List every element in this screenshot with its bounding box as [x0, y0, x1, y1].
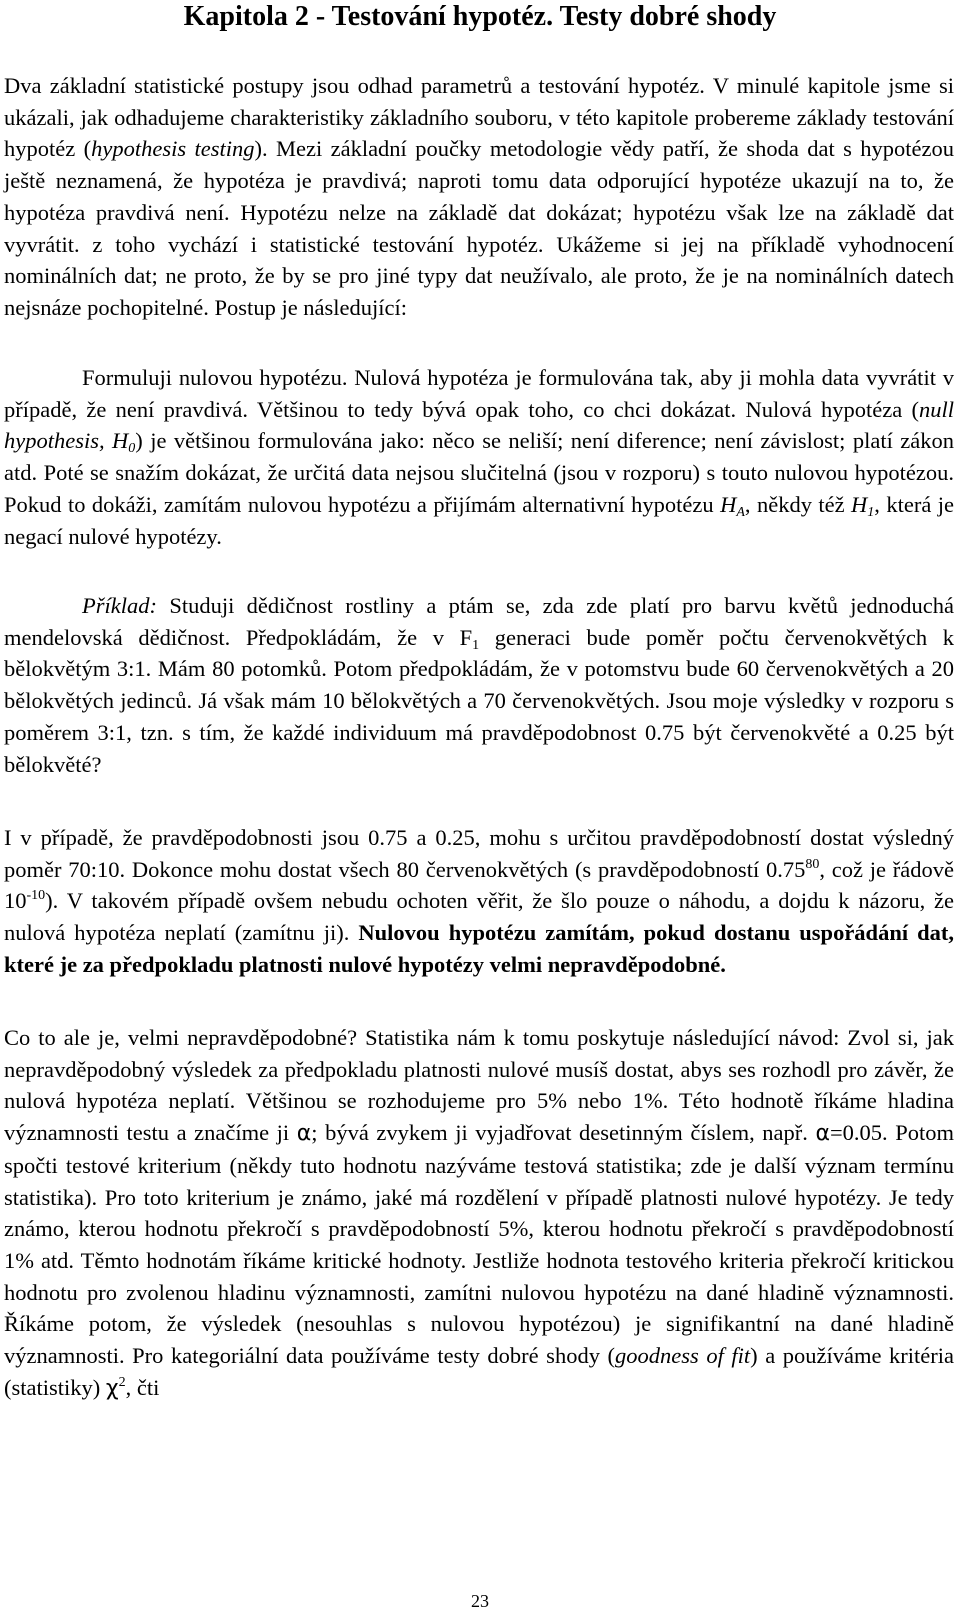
sig-text-3: =0.05. Potom spočti testové kriterium (někdy tuto hodnotu nazýváme testová statistika; zde je další význam termínu statistika). Pro toto kriterium je známo, jaké má rozdělení v případě platnosti nulové hypotézy. Je tedy známo, kterou hodnotu překročí s pravděpodobností 5%, kterou hodnotu překročí s pravděpodobností 1% atd. Těmto hodnotám říkáme kritické hodnoty. Jestliže hodnota testového kriteria překročí kritickou hodnotu pro zvolenou hladinu významnosti, zamítni nulovou hypotézu na dané hladině významnosti. Říkáme potom, že výsledek (nesouhlas s nulovou hypotézou) je signifikantní na dané hladině významnosti. Pro kategoriální data používáme testy dobré shody (	[4, 1120, 954, 1369]
intro-term-hypothesis-testing: hypothesis testing	[91, 136, 255, 162]
ha-symbol	[720, 491, 745, 520]
example-text-1: Studuji dědičnost rostliny a ptám se, zda zde platí pro barvu květů jednoduchá mendelovská dědičnost. Předpokládám, že v F	[4, 593, 954, 650]
prob-bold-statement: Nulovou hypotézu zamítám, pokud dostanu uspořádání dat, které je za předpokladu platnosti nulové hypotézy velmi nepravděpodobné.	[4, 920, 954, 977]
example-f1-sub: 1	[472, 637, 480, 653]
paragraph-null-hypothesis	[4, 362, 954, 552]
sig-text-1: Co to ale je, velmi nepravděpodobné? Statistika nám k tomu poskytuje následující návod: Zvol si, jak nepravděpodobný výsledek za předpokladu platnosti nulové musíš dostat, abys ses rozhodl pro závěr, že nulová hypotéza neplatí. Většinou se rozhodujeme pro 5% nebo 1%. Této hodnotě říkáme hladina významnosti testu a značíme ji	[4, 1025, 954, 1146]
null-text-2: ) je většinou formulována jako: něco se neliší; není diference; není závislost; platí zákon atd. Poté se snažím dokázat, že určitá data nejsou slučitelná (jsou v rozporu) s touto nulovou hypotézou. Pokud to dokáži, zamítám nulovou hypotézu a přijímám alternativní hypotézu	[4, 428, 954, 517]
null-text-1: Formuluji nulovou hypotézu. Nulová hypotéza je formulována tak, aby ji mohla data vyvrátit v případě, že není pravdivá. Většinou to tedy bývá opak toho, co chci dokázat. Nulová hypotéza (	[4, 365, 954, 422]
paragraph-probability	[4, 822, 954, 981]
paragraph-example	[4, 590, 954, 780]
ha-sub: A	[736, 504, 745, 520]
ha-letter: H	[720, 491, 737, 517]
null-text-4: , která je negací nulové hypotézy.	[4, 491, 954, 549]
null-term-sub: 0	[128, 441, 136, 457]
h1-sub: 1	[867, 504, 875, 520]
intro-text-1: Dva základní statistické postupy jsou odhad parametrů a testování hypotéz. V minulé kapitole jsme si ukázali, jak odhadujeme charakteristiky základního souboru, v této kapitole probereme základy testování hypotéz (	[4, 73, 954, 162]
alpha-symbol-2: α	[815, 1121, 830, 1147]
prob-text-1: I v případě, že pravděpodobnosti jsou 0.75 a 0.25, mohu s určitou pravděpodobností dostat výsledný poměr 70:10. Dokonce mohu dostat všech 80 červenokvětých (s pravděpodobností 0.75	[4, 825, 954, 882]
prob-sup-minus10: -10	[26, 888, 46, 904]
page-number: 23	[471, 1591, 489, 1611]
sig-text-4: ) a používáme kritéria (statistiky)	[4, 1343, 955, 1400]
goodness-of-fit-term: goodness of fit	[615, 1343, 751, 1369]
h1-symbol	[851, 491, 875, 520]
example-label: Příklad:	[82, 593, 157, 618]
alpha-symbol: α	[296, 1121, 312, 1147]
null-term-text: null hypothesis, H	[4, 396, 954, 454]
sig-text-2: ; bývá zvykem ji vyjadřovat desetinným číslem, např.	[311, 1120, 816, 1146]
paragraph-intro	[4, 70, 954, 324]
sig-text-5: , čti	[125, 1374, 160, 1400]
prob-text-2: , což je řádově 10	[4, 856, 954, 914]
h1-letter: H	[851, 491, 868, 517]
chi-symbol: χ	[105, 1375, 119, 1401]
prob-text-3: ). V takovém případě ovšem nebudu ochoten věřit, že šlo pouze o náhodu, a dojdu k názoru, že nulová hypotéza neplatí (zamítnu ji).	[4, 888, 954, 946]
prob-sup-80: 80	[805, 856, 820, 872]
chi-sup: 2	[118, 1374, 126, 1390]
intro-text-2: ). Mezi základní poučky metodologie vědy patří, že shoda dat s hypotézou ještě neznamená, že hypotéza je pravdivá; naproti tomu data odporující hypotéze ukazují na to, že hypotéza pravdivá není. Hypotézu nelze na základě dat dokázat; hypotézu však lze na základě dat vyvrátit. z toho vychází i statistické testování hypotéz. Ukážeme si jej na příkladě vyhodnocení nominálních dat; ne proto, že by se pro jiné typy dat neužívalo, ale proto, že je na nominálních datech nejsnáze pochopitelné. Postup je následující:	[4, 136, 955, 320]
example-text-2: generaci bude poměr počtu červenokvětých k bělokvětým 3:1. Mám 80 potomků. Potom předpokládám, že v potomstvu bude 60 červenokvětých a 20 bělokvětých jedinců. Já však mám 10 bělokvětých a 70 červenokvětých. Jsou moje výsledky v rozporu s poměrem 3:1, tzn. s tím, že každé individuum má pravděpodobnost 0.75 být červenokvěté a 0.25 být bělokvěté?	[4, 624, 954, 777]
null-text-3: , někdy též	[744, 491, 852, 517]
paragraph-significance	[4, 1022, 954, 1404]
chapter-title: Kapitola 2 - Testování hypotéz. Testy dobré shody	[183, 1, 777, 32]
